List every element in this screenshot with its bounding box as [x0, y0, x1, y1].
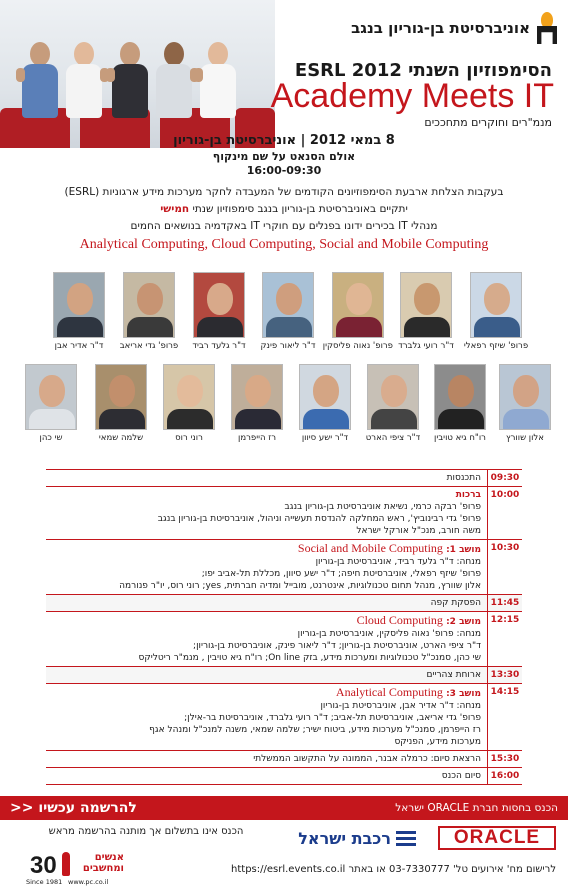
registration-bar — [0, 796, 568, 820]
agenda-content — [46, 470, 487, 486]
free-entry-note: הכנס אינו בתשלום אך מותנה בהרשמה מראש — [48, 826, 244, 837]
anniversary-number: 30 — [30, 852, 57, 879]
intro-line-2 — [30, 203, 538, 215]
speaker-photo — [193, 272, 245, 338]
speaker-photo — [163, 364, 215, 430]
speaker-card — [290, 364, 360, 443]
intro-line-2-text: יתקיים באוניברסיטת בן-גוריון בנגב סימפוזיון שנתי — [192, 203, 408, 215]
agenda-time: 16:00 — [487, 768, 522, 784]
speaker-name: שי כהן — [39, 433, 63, 443]
agenda-row — [46, 750, 522, 767]
agenda-row — [46, 594, 522, 611]
university-logo — [351, 10, 558, 46]
agenda-content — [46, 595, 487, 611]
speaker-name: שלמה שמאי — [98, 433, 144, 443]
person-figure-icon — [62, 852, 70, 876]
speaker-card — [490, 364, 560, 443]
people-computers-logo — [22, 850, 122, 890]
agenda-line: שי כהן, סמנכ"ל טכנולוגיות ומערכות מידע, בזק On line; רו"ח גיא טויבין , מנמ"ר ריטליקס — [138, 653, 481, 663]
agenda-table — [46, 469, 522, 785]
agenda-line: רז הייפרמן, סמנכ"ל מערכות מידע, ביטוח ישיר; שלמה שמאי, משנה למנכ"ל ומנהל אגף — [149, 725, 481, 735]
sponsor-note: הכנס בחסות חברת ORACLE ישראל — [395, 802, 558, 814]
speaker-name: פרופ' נאוה פליסקין — [322, 341, 393, 351]
speaker-name: ד"ר ליאור פינק — [260, 341, 316, 351]
event-time: 16:00-09:30 — [246, 164, 322, 177]
speaker-photo — [400, 272, 452, 338]
speaker-card — [391, 272, 461, 351]
agenda-line: מנחה: ד"ר גלעד רביד, אוניברסיטת בן-גוריון — [315, 557, 481, 567]
israel-railways-logo — [286, 826, 416, 850]
speaker-card — [461, 272, 531, 351]
agenda-line: סיום הכנס — [441, 771, 481, 781]
agenda-line: פרופ' רבקה כרמי, נשיאת אוניברסיטת בן-גוריון בנגב — [284, 502, 481, 512]
speaker-name: ד"ר אדיר אבן — [54, 341, 104, 351]
agenda-content — [46, 751, 487, 767]
speaker-card — [154, 364, 224, 443]
people-url[interactable]: www.pc.co.il — [68, 878, 109, 886]
speaker-card — [323, 272, 393, 351]
hero-photo — [0, 0, 275, 148]
intro-line-3: מנהלי IT בכירים ידונו בפנלים עם חוקרי IT באקדמיה בנושאים החמים — [130, 220, 438, 232]
agenda-line: פרופ' גדי רבינוביץ', ראש המחלקה להנדסת תעשייה וניהול, אוניברסיטת בן-גוריון בנגב — [157, 514, 481, 524]
speaker-name: רו"ח גיא טויבין — [434, 433, 486, 443]
session-title — [50, 542, 481, 556]
session-number: מושב 2: — [446, 617, 481, 627]
symposium-title: הסימפוזיון השנתי ESRL 2012 — [294, 60, 552, 81]
speaker-name: אלון שוורץ — [506, 433, 544, 443]
agenda-time: 11:45 — [487, 595, 522, 611]
people-since: Since 1981 — [26, 878, 63, 886]
speaker-card — [253, 272, 323, 351]
agenda-line: מנחה: פרופ' נאוה פליסקין, אוניברסיטת בן-גוריון — [297, 629, 481, 639]
agenda-content — [46, 667, 487, 683]
session-topic: Cloud Computing — [356, 613, 443, 627]
flame-logo-icon — [536, 12, 558, 44]
session-title — [50, 614, 481, 628]
agenda-time: 12:15 — [487, 612, 522, 666]
speaker-photo — [231, 364, 283, 430]
speaker-card — [16, 364, 86, 443]
speaker-card — [44, 272, 114, 351]
speaker-name: ד"ר גלעד רביד — [192, 341, 246, 351]
agenda-line: התכנסות — [446, 473, 481, 483]
railways-mark-icon — [396, 829, 416, 847]
agenda-line: פרופ' גדי אריאב, אוניברסיטת תל-אביב; ד"ר רועי גלברד, אוניברסיטת בר-אילן; — [184, 713, 481, 723]
university-name: אוניברסיטת בן-גוריון בנגב — [351, 19, 530, 37]
agenda-content — [46, 540, 487, 594]
speaker-card — [184, 272, 254, 351]
agenda-content — [46, 487, 487, 539]
speaker-name: רז הייפרמן — [238, 433, 276, 443]
agenda-content — [46, 768, 487, 784]
agenda-line: פרופ' שיזף רפאלי, אוניברסיטת חיפה; ד"ר ישע סיוון, מכללת תל-אביב יפו; — [201, 569, 481, 579]
agenda-time: 15:30 — [487, 751, 522, 767]
agenda-content — [46, 684, 487, 750]
agenda-row — [46, 611, 522, 666]
agenda-title: ברכות — [455, 490, 481, 500]
agenda-row — [46, 767, 522, 785]
event-date: 8 במאי 2012 | אוניברסיטת בן-גוריון — [173, 133, 395, 148]
session-number: מושב 1: — [446, 545, 481, 555]
register-now-link[interactable]: להרשמה עכשיו << — [10, 800, 137, 816]
speaker-photo — [25, 364, 77, 430]
subtitle: מנמ"רים וחוקרים מתחככים — [424, 116, 552, 129]
agenda-time: 14:15 — [487, 684, 522, 750]
speaker-photo — [95, 364, 147, 430]
speaker-card — [358, 364, 428, 443]
speaker-name: פרופ' גדי אריאב — [119, 341, 179, 351]
railways-name: רכבת ישראל — [298, 828, 391, 848]
speaker-photo — [332, 272, 384, 338]
agenda-row — [46, 486, 522, 539]
session-title — [50, 686, 481, 700]
oracle-logo: ORACLE — [438, 826, 556, 850]
session-topic: Analytical Computing — [335, 685, 443, 699]
agenda-line: מנחה: ד"ר אדיר אבן, אוניברסיטת בן-גוריון — [320, 701, 481, 711]
agenda-line: מערכות מידע, הפניקס — [394, 737, 481, 747]
speaker-photo — [299, 364, 351, 430]
speaker-name: פרופ' שיזף רפאלי — [463, 341, 529, 351]
speaker-photo — [262, 272, 314, 338]
agenda-time: 09:30 — [487, 470, 522, 486]
agenda-row — [46, 469, 522, 486]
speaker-name: ד"ר ישע סיוון — [301, 433, 349, 443]
speaker-card — [86, 364, 156, 443]
session-topic: Social and Mobile Computing — [297, 541, 443, 555]
intro-topics: Analytical Computing, Cloud Computing, Social and Mobile Computing — [79, 237, 489, 252]
agenda-line: ד"ר ציפי הארט, אוניברסיטת בן-גוריון; ד"ר ליאור פינק, אוניברסיטת בן-גוריון; — [193, 641, 481, 651]
agenda-time: 10:00 — [487, 487, 522, 539]
agenda-line: משה חורב, מנכ"ל אורקל ישראל — [356, 526, 481, 536]
agenda-time: 10:30 — [487, 540, 522, 594]
session-number: מושב 3: — [446, 689, 481, 699]
people-brand: אנשים ומחשבים — [82, 852, 124, 874]
agenda-row — [46, 666, 522, 683]
main-title: Academy Meets IT — [270, 77, 554, 115]
speaker-name: רוני רוס — [175, 433, 203, 443]
intro-line-1: בעקבות הצלחת ארבעת הסימפוזיונים הקודמים של המעבדה לחקר מערכות מידע ארגוניות (ESRL) — [64, 186, 504, 198]
speaker-name: ד"ר ציפי הארט — [365, 433, 421, 443]
intro-highlight: חמישי — [160, 203, 190, 215]
speaker-card — [222, 364, 292, 443]
event-venue: אולם הסנאט על שם מינקוף — [212, 150, 356, 163]
agenda-line: אלון שוורץ, מנהל תחום טכנולוגיות, אינטרנט, מובייל ומדיה חברתית, yes; רוני רוס, יו"ר פנורמה — [119, 581, 481, 591]
speaker-name: ד"ר רועי גלברד — [398, 341, 454, 351]
agenda-time: 13:30 — [487, 667, 522, 683]
agenda-line: הרצאת סיום: כרמלה אבנר, הממונה על התקשוב הממשלתי — [253, 754, 481, 764]
speaker-photo — [434, 364, 486, 430]
speaker-photo — [53, 272, 105, 338]
speaker-photo — [470, 272, 522, 338]
contact-info[interactable]: לרישום מח' אירועים טל' 03-7330777 או באתר https://esrl.events.co.il — [231, 864, 556, 875]
agenda-line: הפסקת קפה — [430, 598, 481, 608]
agenda-content — [46, 612, 487, 666]
agenda-row — [46, 539, 522, 594]
speaker-photo — [499, 364, 551, 430]
speaker-photo — [367, 364, 419, 430]
speaker-card — [425, 364, 495, 443]
agenda-line: ארוחת צהריים — [426, 670, 481, 680]
agenda-row — [46, 683, 522, 750]
speaker-card — [114, 272, 184, 351]
speaker-photo — [123, 272, 175, 338]
